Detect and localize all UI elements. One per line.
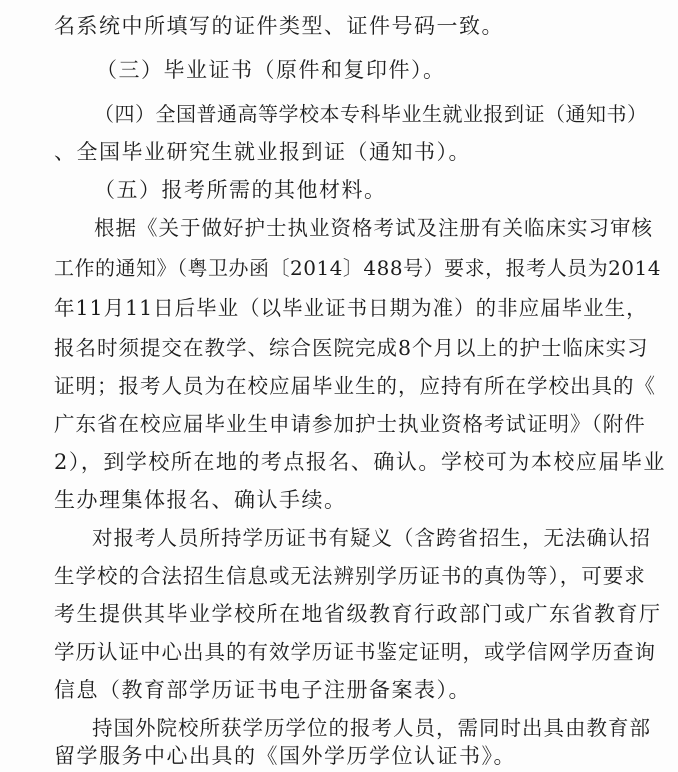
- paragraph-1-line-1: 根据《关于做好护士执业资格考试及注册有关临床实习审核: [94, 216, 653, 240]
- paragraph-2-line-2: 生学校的合法招生信息或无法辨别学历证书的真伪等），可要求: [54, 564, 646, 588]
- paragraph-2-line-3: 考生提供其毕业学校所在地省级教育行政部门或广东省教育厅: [54, 602, 662, 626]
- paragraph-2-line-1: 对报考人员所持学历证书有疑义（含跨省招生，无法确认招: [92, 526, 651, 550]
- paragraph-1-line-6: 广东省在校应届毕业生申请参加护士执业资格考试证明》（附件: [54, 412, 646, 436]
- list-item-4: （四）全国普通高等学校本专科毕业生就业报到证（通知书）: [94, 102, 648, 126]
- paragraph-1-line-5: 证明；报考人员为在校应届毕业生的，应持有所在学校出具的《: [54, 374, 656, 398]
- paragraph-3-line-2: 留学服务中心出具的《国外学历学位认证书》。: [54, 744, 516, 768]
- text-line-4: 、全国毕业研究生就业报到证（通知书）。: [54, 140, 471, 164]
- paragraph-2-line-5: 信息（教育部学历证书电子注册备案表）。: [54, 678, 471, 702]
- paragraph-1-line-2: 工作的通知》（粤卫办函〔2014〕488号）要求，报考人员为2014: [54, 256, 661, 280]
- paragraph-1-line-7: 2），到学校所在地的考点报名、确认。学校可为本校应届毕业: [54, 450, 666, 474]
- text-line-1: 名系统中所填写的证件类型、证件号码一致。: [54, 14, 504, 38]
- list-item-3: （三）毕业证书（原件和复印件）。: [96, 58, 446, 82]
- paragraph-1-line-4: 报名时须提交在教学、综合医院完成8个月以上的护士临床实习: [54, 336, 649, 360]
- list-item-5: （五）报考所需的其他材料。: [94, 178, 387, 202]
- paragraph-2-line-4: 学历认证中心出具的有效学历证书鉴定证明，或学信网学历查询: [54, 640, 656, 664]
- paragraph-1-line-3: 年11月11日后毕业（以毕业证书日期为准）的非应届毕业生，: [54, 296, 648, 320]
- paragraph-3-line-1: 持国外院校所获学历学位的报考人员，需同时出具由教育部: [92, 716, 651, 740]
- paragraph-1-line-8: 生办理集体报名、确认手续。: [54, 488, 347, 512]
